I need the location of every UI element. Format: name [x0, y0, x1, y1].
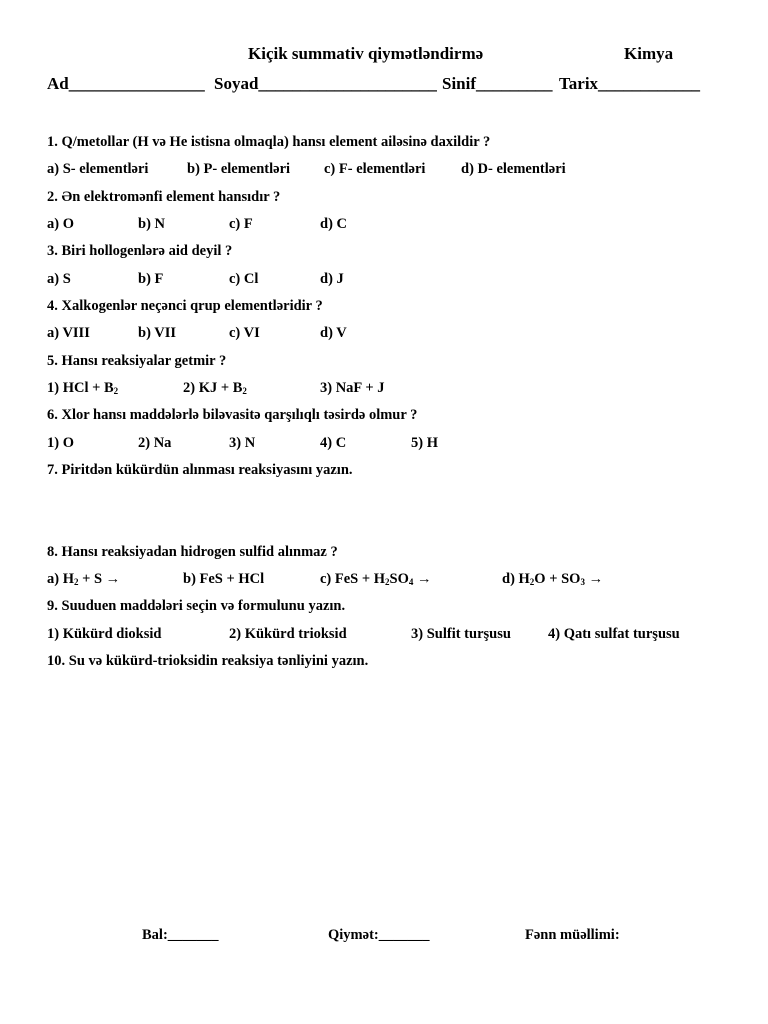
q5-option-1-subscript: 2 [113, 386, 119, 396]
q8-option-d[interactable] [502, 571, 603, 588]
q3-option-d[interactable]: d) J [320, 271, 344, 287]
q6-option-2[interactable]: 2) Na [138, 435, 172, 451]
q3-option-c[interactable]: c) Cl [229, 271, 259, 287]
q4-option-c[interactable]: c) VI [229, 325, 260, 341]
q9-option-2[interactable]: 2) Kükürd trioksid [229, 626, 347, 642]
question-5: 5. Hansı reaksiyalar getmir ? [47, 353, 227, 369]
q5-option-2-subscript: 2 [242, 386, 247, 396]
q8-a-rest: + S → [78, 571, 121, 587]
q5-option-1[interactable] [47, 380, 118, 397]
q8-d-rest: → [584, 571, 604, 587]
question-1: 1. Q/metollar (H və He istisna olmaqla) hansı element ailəsinə daxildir ? [47, 134, 491, 150]
grade-field[interactable]: Qiymət:_______ [328, 927, 430, 943]
q6-option-3[interactable]: 3) N [229, 435, 256, 451]
q6-option-4[interactable]: 4) C [320, 435, 347, 451]
subject-label: Kimya [624, 44, 674, 63]
q8-c-mid: SO [389, 571, 409, 587]
name-field[interactable]: Ad________________ [47, 74, 205, 93]
q4-option-d[interactable]: d) V [320, 325, 347, 341]
q8-option-a[interactable] [47, 571, 120, 588]
q8-a-text: a) H [47, 571, 74, 587]
question-4: 4. Xalkogenlər neçənci qrup elementləridir ? [47, 298, 323, 314]
q4-option-a[interactable]: a) VIII [47, 325, 90, 341]
q1-option-c[interactable]: c) F- elementləri [324, 161, 426, 177]
q8-d-mid: O + SO [534, 571, 581, 587]
q2-option-b[interactable]: b) N [138, 216, 165, 232]
question-8: 8. Hansı reaksiyadan hidrogen sulfid alınmaz ? [47, 544, 338, 560]
question-2: 2. Ən elektromənfi element hansıdır ? [47, 189, 281, 205]
q2-option-c[interactable]: c) F [229, 216, 253, 232]
q6-option-1[interactable]: 1) O [47, 435, 74, 451]
teacher-label: Fənn müəllimi: [525, 927, 620, 943]
q6-option-5[interactable]: 5) H [411, 435, 438, 451]
q5-option-2[interactable] [183, 380, 247, 397]
q5-option-1-text: 1) HCl + B [47, 380, 114, 396]
q9-option-1[interactable]: 1) Kükürd dioksid [47, 626, 162, 642]
q8-d-subscript-1: 2 [529, 577, 535, 587]
q8-c-subscript-1: 2 [385, 577, 390, 587]
q2-option-a[interactable]: a) O [47, 216, 74, 232]
q8-option-c[interactable] [320, 571, 432, 588]
q8-d-text: d) H [502, 571, 530, 587]
score-field[interactable]: Bal:_______ [142, 927, 219, 943]
q9-option-3[interactable]: 3) Sulfit turşusu [411, 626, 511, 642]
q5-option-3[interactable]: 3) NaF + J [320, 380, 385, 396]
q8-a-subscript: 2 [73, 577, 79, 587]
question-7: 7. Piritdən kükürdün alınması reaksiyasını yazın. [47, 462, 353, 478]
question-10: 10. Su və kükürd-trioksidin reaksiya tənliyini yazın. [47, 653, 369, 669]
q4-option-b[interactable]: b) VII [138, 325, 177, 341]
question-3: 3. Biri hollogenlərə aid deyil ? [47, 243, 233, 259]
q8-c-subscript-2: 4 [408, 577, 414, 587]
q8-c-rest: → [413, 571, 432, 587]
q8-d-subscript-2: 3 [580, 577, 585, 587]
q8-option-b[interactable]: b) FeS + HCl [183, 571, 265, 587]
class-field[interactable]: Sinif_________ [442, 74, 553, 93]
q9-option-4[interactable]: 4) Qatı sulfat turşusu [548, 626, 680, 642]
q2-option-d[interactable]: d) C [320, 216, 347, 232]
q1-option-b[interactable]: b) P- elementləri [187, 161, 291, 177]
surname-field[interactable]: Soyad_____________________ [214, 74, 437, 93]
question-9: 9. Suuduen maddələri seçin və formulunu yazın. [47, 598, 346, 614]
question-6: 6. Xlor hansı maddələrlə biləvasitə qarşılıqlı təsirdə olmur ? [47, 407, 418, 423]
q3-option-a[interactable]: a) S [47, 271, 71, 287]
q1-option-d[interactable]: d) D- elementləri [461, 161, 566, 177]
q1-option-a[interactable]: a) S- elementləri [47, 161, 149, 177]
q3-option-b[interactable]: b) F [138, 271, 164, 287]
q8-c-text: c) FeS + H [320, 571, 386, 587]
worksheet-title: Kiçik summativ qiymətləndirmə [248, 44, 484, 63]
q5-option-2-text: 2) KJ + B [183, 380, 243, 396]
date-field[interactable]: Tarix____________ [559, 74, 701, 93]
